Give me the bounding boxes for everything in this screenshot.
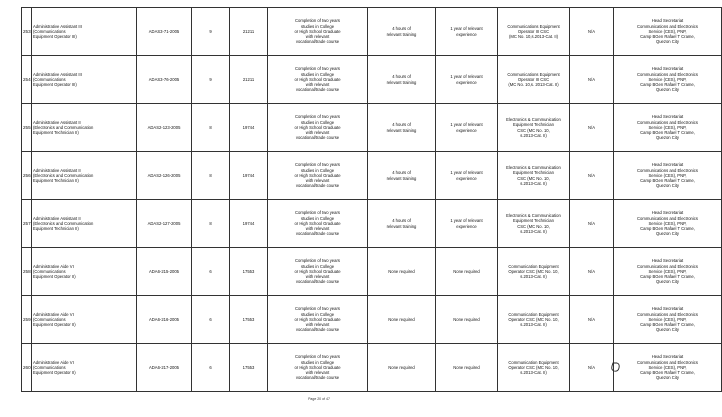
training-requirement-cell [368, 152, 436, 200]
training-requirement: 4 hours of relevant training [386, 26, 417, 37]
competency-cell [570, 152, 614, 200]
competency-cell [570, 296, 614, 344]
table-row [22, 248, 722, 296]
monthly-salary-cell [230, 104, 268, 152]
item-number: ADAS2-123-2005 [147, 124, 181, 130]
training-requirement: None required [388, 364, 415, 370]
training-requirement: 4 hours of relevant training [386, 74, 417, 85]
experience-requirement-cell [436, 344, 498, 392]
salary-grade: 6 [209, 316, 212, 322]
competency-cell [570, 8, 614, 56]
position-title: Administrative Assistant III (Communications Equipment Operator III) [33, 23, 82, 40]
place-of-assignment-cell [614, 248, 722, 296]
eligibility-requirement-cell [498, 248, 570, 296]
salary-grade-cell [192, 8, 230, 56]
salary-grade-cell [192, 152, 230, 200]
table-row [22, 296, 722, 344]
training-requirement: 4 hours of relevant training [386, 218, 417, 229]
education-requirement: Completion of two years studies in College or High School Graduate with relevant vocational/trade course [294, 66, 341, 93]
row-number-cell [22, 152, 32, 200]
row-number: 257 [23, 220, 31, 226]
competency-cell [570, 200, 614, 248]
salary-grade: 8 [209, 220, 212, 226]
position-title: Administrative Assistant III (Communications Equipment Operator III) [33, 71, 82, 88]
monthly-salary: 19744 [242, 172, 255, 178]
training-requirement-cell [368, 8, 436, 56]
training-requirement-cell [368, 296, 436, 344]
place-of-assignment-cell [614, 152, 722, 200]
position-title-cell [32, 104, 137, 152]
position-title-cell [32, 152, 137, 200]
training-requirement-cell [368, 344, 436, 392]
education-requirement: Completion of two years studies in College or High School Graduate with relevant vocational/trade course [294, 210, 341, 237]
page-footer: Page 20 of 47 [308, 397, 330, 401]
item-number-cell [137, 56, 192, 104]
competency: N/A [588, 28, 595, 34]
eligibility-requirement-cell [498, 344, 570, 392]
education-requirement: Completion of two years studies in College or High School Graduate with relevant vocational/trade course [294, 306, 341, 333]
position-title-cell [32, 200, 137, 248]
pen-mark [611, 362, 621, 373]
monthly-salary-cell [230, 200, 268, 248]
experience-requirement-cell [436, 200, 498, 248]
education-requirement-cell [268, 344, 368, 392]
monthly-salary-cell [230, 248, 268, 296]
salary-grade-cell [192, 56, 230, 104]
monthly-salary-cell [230, 296, 268, 344]
monthly-salary-cell [230, 56, 268, 104]
item-number-cell [137, 8, 192, 56]
salary-grade: 6 [209, 364, 212, 370]
eligibility-requirement: Electronics & Communication Equipment Technician CSC (MC No. 10, s.2013-Cat. II) [506, 164, 561, 186]
table-row [22, 104, 722, 152]
row-number: 260 [23, 364, 31, 370]
item-number: ADA6-217-2005 [148, 364, 180, 370]
monthly-salary: 21211 [242, 76, 255, 82]
position-title: Administrative Aide VI (Communications Equipment Operator II) [33, 359, 76, 376]
competency-cell [570, 104, 614, 152]
competency-cell [570, 344, 614, 392]
eligibility-requirement-cell [498, 8, 570, 56]
competency: N/A [588, 364, 595, 370]
position-title-cell [32, 56, 137, 104]
education-requirement-cell [268, 296, 368, 344]
training-requirement-cell [368, 200, 436, 248]
row-number: 253 [23, 28, 31, 34]
position-title-cell [32, 344, 137, 392]
position-title-cell [32, 248, 137, 296]
row-number: 255 [23, 124, 31, 130]
education-requirement-cell [268, 104, 368, 152]
education-requirement-cell [268, 152, 368, 200]
salary-grade-cell [192, 104, 230, 152]
training-requirement: 4 hours of relevant training [386, 122, 417, 133]
item-number-cell [137, 200, 192, 248]
monthly-salary: 17553 [242, 364, 255, 370]
place-of-assignment: Head Secretariat Communications and Electronics Service (CES), PNP, Camp BGen Rafael T Crame, Quezon City [637, 210, 698, 237]
education-requirement: Completion of two years studies in College or High School Graduate with relevant vocational/trade course [294, 18, 341, 45]
eligibility-requirement: Communication Equipment Operator CSC (MC No. 10, s.2013-Cat. II) [508, 311, 559, 328]
salary-grade: 6 [209, 268, 212, 274]
monthly-salary: 19744 [242, 124, 255, 130]
item-number: ADAS2-126-2005 [147, 172, 181, 178]
salary-grade: 8 [209, 172, 212, 178]
experience-requirement-cell [436, 152, 498, 200]
monthly-salary-cell [230, 344, 268, 392]
education-requirement-cell [268, 200, 368, 248]
eligibility-requirement: Communications Equipment Operator III CSC (MC No. 10,s. 2013-Cat. II) [507, 71, 560, 88]
position-title-cell [32, 296, 137, 344]
education-requirement: Completion of two years studies in College or High School Graduate with relevant vocational/trade course [294, 114, 341, 141]
experience-requirement-cell [436, 296, 498, 344]
item-number: ADA6-216-2005 [148, 316, 180, 322]
row-number-cell [22, 200, 32, 248]
item-number: ADAS2-127-2005 [147, 220, 181, 226]
experience-requirement-cell [436, 8, 498, 56]
place-of-assignment: Head Secretariat Communications and Electronics Service (CES), PNP, Camp BGen Rafael T Crame, Quezon City [637, 66, 698, 93]
education-requirement-cell [268, 56, 368, 104]
place-of-assignment: Head Secretariat Communications and Electronics Service (CES), PNP, Camp BGen Rafael T Crame, Quezon City [637, 354, 698, 381]
training-requirement-cell [368, 56, 436, 104]
experience-requirement: 1 year of relevant experience [450, 170, 483, 181]
eligibility-requirement: Communication Equipment Operator CSC (MC No. 10, s.2013-Cat. II) [508, 359, 559, 376]
education-requirement: Completion of two years studies in College or High School Graduate with relevant vocational/trade course [294, 354, 341, 381]
training-requirement: 4 hours of relevant training [386, 170, 417, 181]
row-number: 254 [23, 76, 31, 82]
table-row [22, 152, 722, 200]
salary-grade: 9 [209, 28, 212, 34]
position-title: Administrative Assistant II (Electronics and Communication Equipment Technician II) [33, 119, 94, 136]
education-requirement: Completion of two years studies in College or High School Graduate with relevant vocational/trade course [294, 162, 341, 189]
table-row [22, 200, 722, 248]
table-row [22, 56, 722, 104]
item-number: ADAS3-76-2005 [148, 76, 180, 82]
row-number: 259 [23, 316, 31, 322]
salary-grade-cell [192, 200, 230, 248]
training-requirement: None required [388, 316, 415, 322]
competency-cell [570, 56, 614, 104]
place-of-assignment-cell [614, 8, 722, 56]
row-number-cell [22, 344, 32, 392]
eligibility-requirement-cell [498, 296, 570, 344]
salary-grade-cell [192, 296, 230, 344]
competency: N/A [588, 172, 595, 178]
eligibility-requirement-cell [498, 200, 570, 248]
position-title: Administrative Assistant II (Electronics and Communication Equipment Technician II) [33, 215, 94, 232]
table-row [22, 8, 722, 56]
item-number: ADA6-215-2005 [148, 268, 180, 274]
place-of-assignment-cell [614, 56, 722, 104]
eligibility-requirement-cell [498, 56, 570, 104]
experience-requirement-cell [436, 104, 498, 152]
row-number: 256 [23, 172, 31, 178]
eligibility-requirement-cell [498, 104, 570, 152]
eligibility-requirement: Electronics & Communication Equipment Technician CSC (MC No. 10, s.2013-Cat. II) [506, 116, 561, 138]
monthly-salary: 17553 [242, 268, 255, 274]
place-of-assignment: Head Secretariat Communications and Electronics Service (CES), PNP, Camp BGen Rafael T Crame, Quezon City [637, 162, 698, 189]
competency-cell [570, 248, 614, 296]
eligibility-requirement: Communication Equipment Operator CSC (MC No. 10, s.2013-Cat. II) [508, 263, 559, 280]
position-title: Administrative Assistant II (Electronics and Communication Equipment Technician II) [33, 167, 94, 184]
place-of-assignment: Head Secretariat Communications and Electronics Service (CES), PNP, Camp BGen Rafael T Crame, Quezon City [637, 114, 698, 141]
training-requirement-cell [368, 248, 436, 296]
item-number-cell [137, 248, 192, 296]
training-requirement-cell [368, 104, 436, 152]
training-requirement: None required [388, 268, 415, 274]
monthly-salary: 17553 [242, 316, 255, 322]
competency: N/A [588, 76, 595, 82]
place-of-assignment: Head Secretariat Communications and Electronics Service (CES), PNP, Camp BGen Rafael T Crame, Quezon City [637, 306, 698, 333]
place-of-assignment-cell [614, 296, 722, 344]
education-requirement-cell [268, 8, 368, 56]
row-number: 258 [23, 268, 31, 274]
experience-requirement: 1 year of relevant experience [450, 218, 483, 229]
competency: N/A [588, 124, 595, 130]
salary-grade: 8 [209, 124, 212, 130]
salary-grade-cell [192, 344, 230, 392]
monthly-salary: 21211 [242, 28, 255, 34]
row-number-cell [22, 296, 32, 344]
item-number-cell [137, 344, 192, 392]
monthly-salary: 19744 [242, 220, 255, 226]
experience-requirement-cell [436, 248, 498, 296]
item-number-cell [137, 152, 192, 200]
item-number-cell [137, 296, 192, 344]
experience-requirement: 1 year of relevant experience [450, 26, 483, 37]
experience-requirement: None required [453, 316, 480, 322]
experience-requirement-cell [436, 56, 498, 104]
competency: N/A [588, 268, 595, 274]
row-number-cell [22, 248, 32, 296]
education-requirement-cell [268, 248, 368, 296]
position-title: Administrative Aide VI (Communications Equipment Operator II) [33, 311, 76, 328]
item-number-cell [137, 104, 192, 152]
experience-requirement: None required [453, 364, 480, 370]
position-title: Administrative Aide VI (Communications Equipment Operator II) [33, 263, 76, 280]
place-of-assignment: Head Secretariat Communications and Electronics Service (CES), PNP, Camp BGen Rafael T Crame, Quezon City [637, 258, 698, 285]
education-requirement: Completion of two years studies in College or High School Graduate with relevant vocational/trade course [294, 258, 341, 285]
place-of-assignment-cell [614, 344, 722, 392]
eligibility-requirement: Communications Equipment Operator III CSC (MC No. 10,s.2013-Cat. II) [507, 23, 560, 40]
experience-requirement: 1 year of relevant experience [450, 122, 483, 133]
competency: N/A [588, 316, 595, 322]
positions-table [21, 7, 722, 392]
place-of-assignment: Head Secretariat Communications and Electronics Service (CES), PNP, Camp BGen Rafael T Crame, Quezon City [637, 18, 698, 45]
item-number: ADAS3-71-2005 [148, 28, 180, 34]
eligibility-requirement-cell [498, 152, 570, 200]
row-number-cell [22, 56, 32, 104]
experience-requirement: 1 year of relevant experience [450, 74, 483, 85]
place-of-assignment-cell [614, 200, 722, 248]
monthly-salary-cell [230, 8, 268, 56]
row-number-cell [22, 104, 32, 152]
salary-grade: 9 [209, 76, 212, 82]
place-of-assignment-cell [614, 104, 722, 152]
position-title-cell [32, 8, 137, 56]
experience-requirement: None required [453, 268, 480, 274]
eligibility-requirement: Electronics & Communication Equipment Technician CSC (MC No. 10, s.2013-Cat. II) [506, 212, 561, 234]
row-number-cell [22, 8, 32, 56]
competency: N/A [588, 220, 595, 226]
salary-grade-cell [192, 248, 230, 296]
monthly-salary-cell [230, 152, 268, 200]
